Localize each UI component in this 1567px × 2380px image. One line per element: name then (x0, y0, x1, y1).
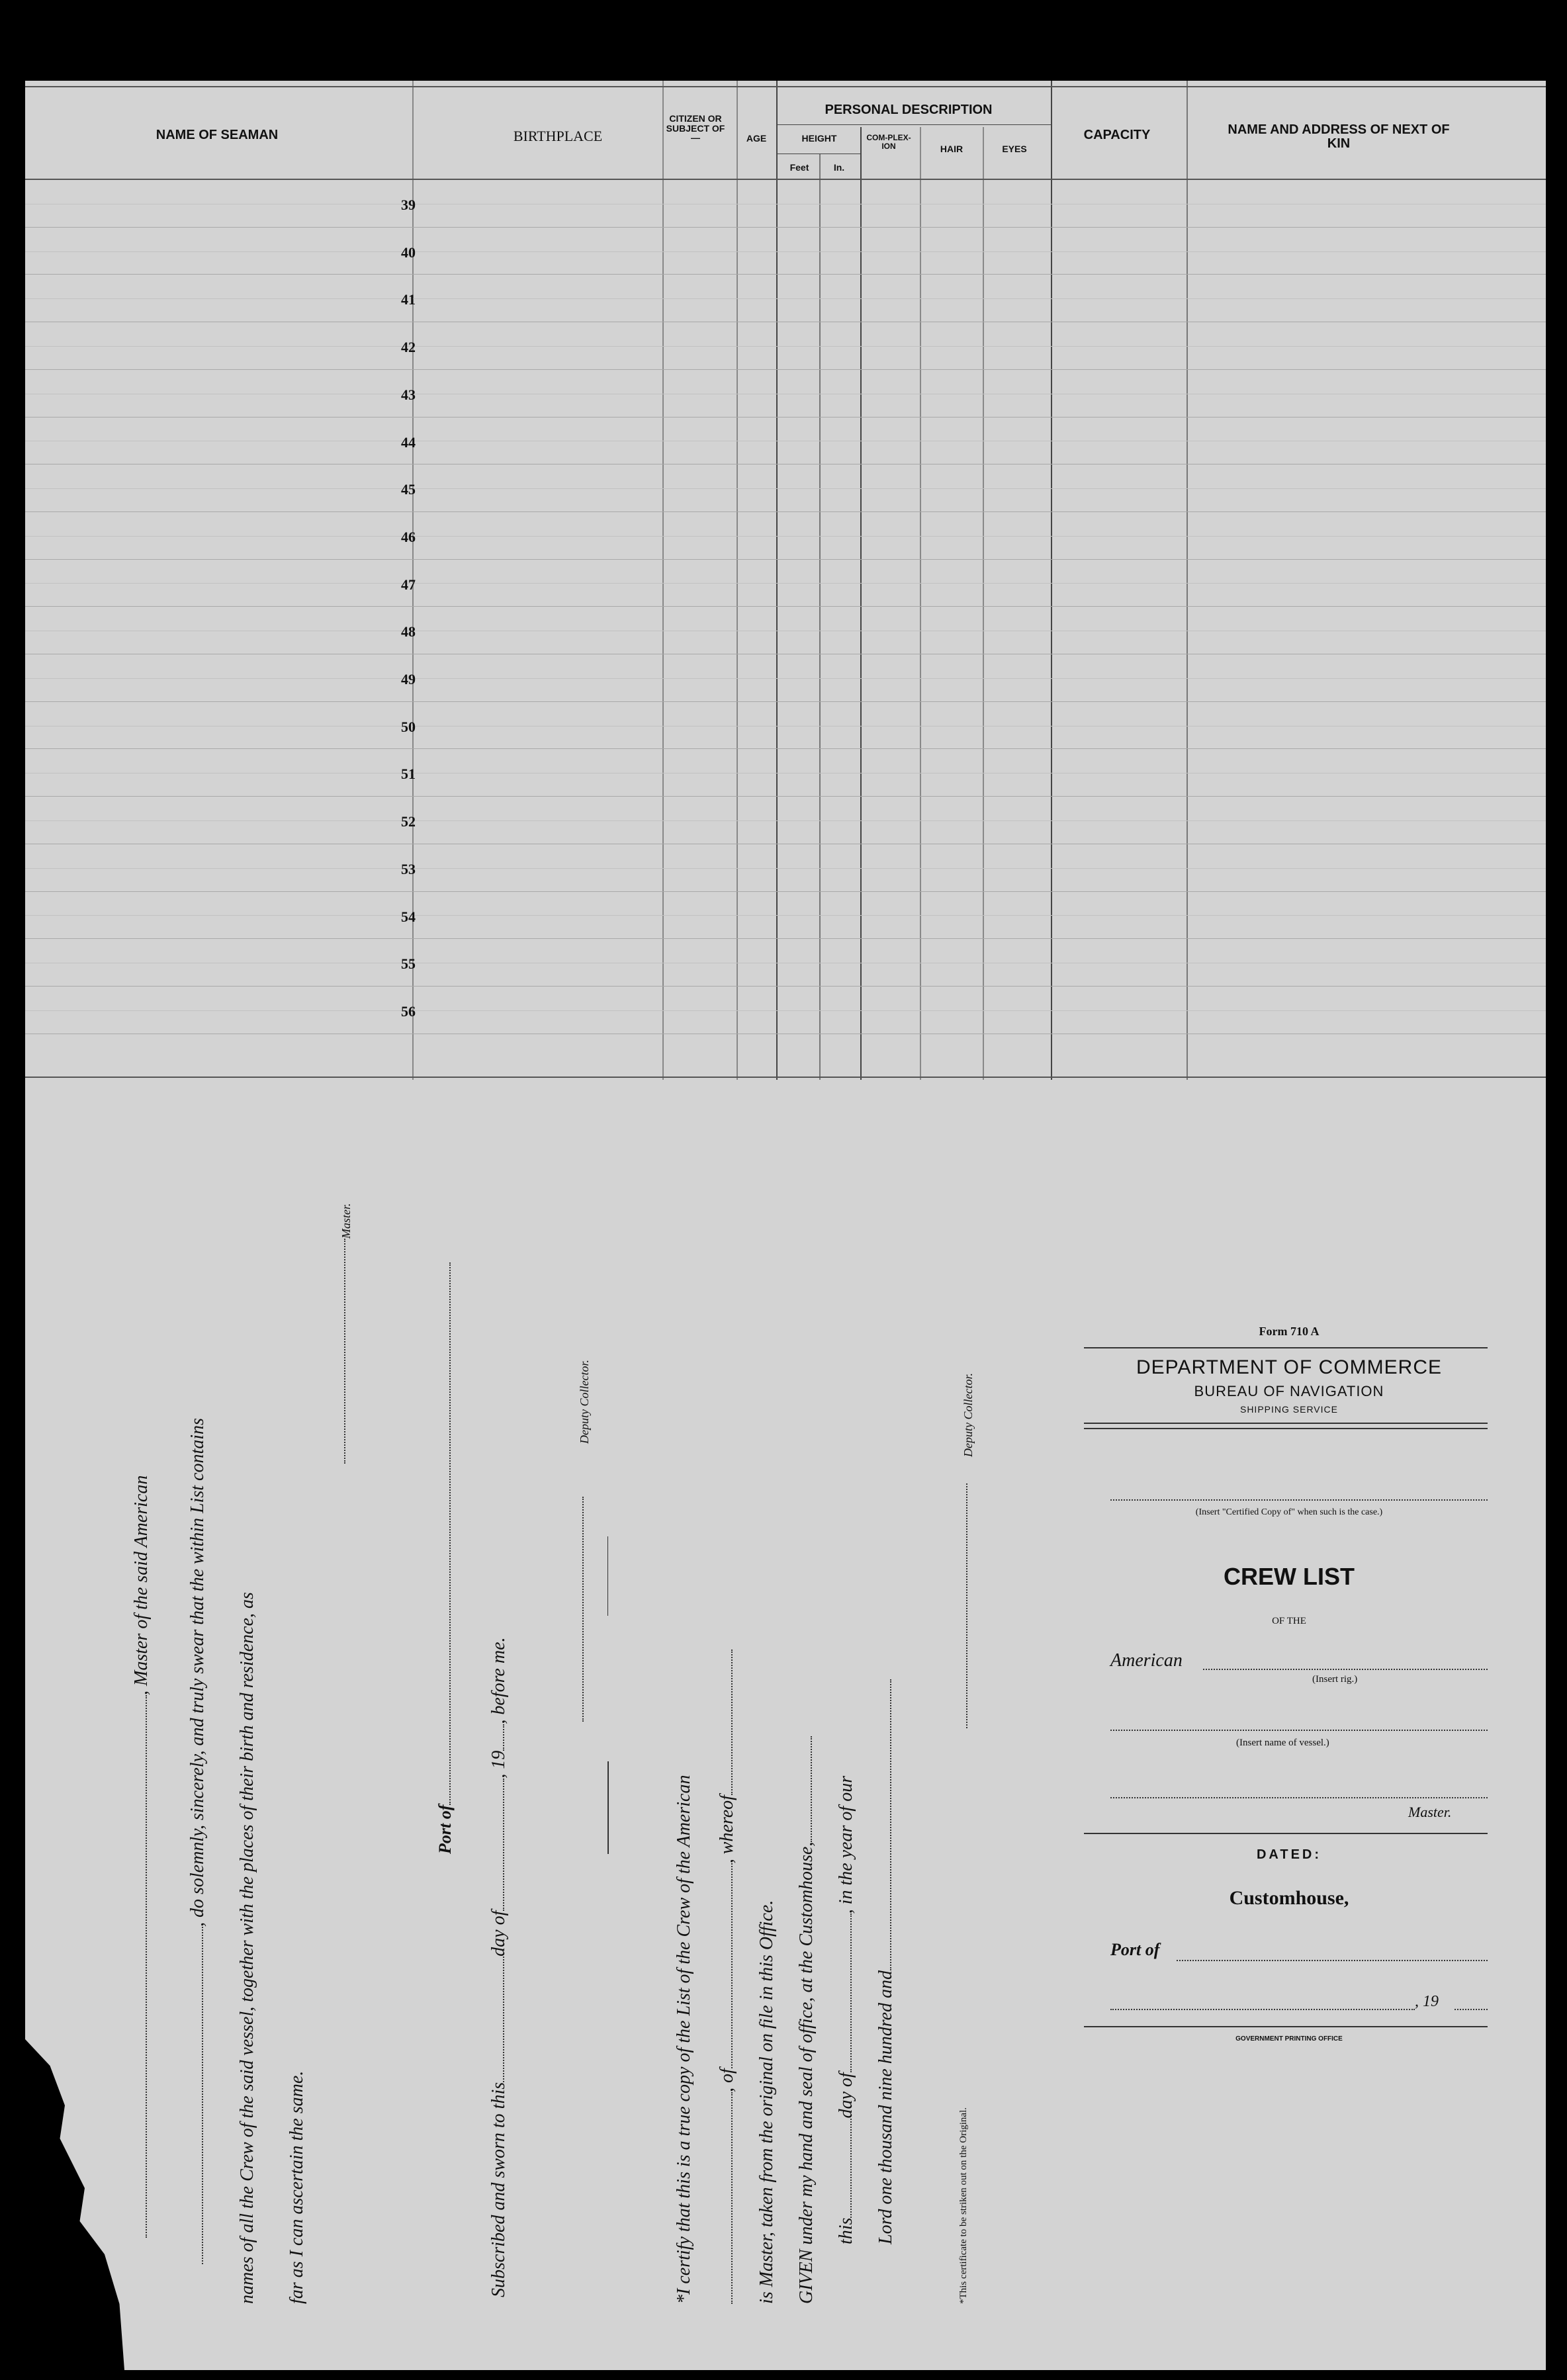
table-row-guide (25, 915, 1546, 916)
column-divider (920, 127, 921, 1080)
row-number: 45 (401, 481, 416, 498)
crew-table (25, 81, 1546, 1080)
certify-line-3: is Master, taken from the original on file in this Office. (756, 1900, 777, 2304)
column-divider (776, 81, 778, 1080)
row-number: 48 (401, 623, 416, 640)
certify-line-1: *I certify that this is a true copy of the List of the Crew of the American (674, 1775, 694, 2304)
certify-line-4: GIVEN under my hand and seal of office, at the Customhouse, (796, 1736, 817, 2304)
row-number: 41 (401, 291, 416, 308)
header-hair: HAIR (940, 144, 963, 154)
crew-list-cover (1084, 1325, 1494, 2152)
oath-subscribed: Subscribed and sworn to thisday of, 19, before me. (488, 1637, 509, 2297)
column-divider (1051, 81, 1052, 1080)
deputy-collector-line (568, 1497, 589, 1722)
cover-year: , 19 (1415, 1993, 1439, 2010)
cover-port-of: Port of (1110, 1940, 1160, 1959)
table-row-rule (25, 748, 1546, 749)
table-row-rule (25, 891, 1546, 892)
table-row-guide (25, 251, 1546, 252)
row-number: 54 (401, 908, 416, 925)
column-divider (737, 81, 738, 1080)
table-row-guide (25, 678, 1546, 679)
oath-port-of: Port of (435, 1262, 455, 1854)
master-signature-line (330, 1239, 351, 1464)
table-row-rule (25, 559, 1546, 560)
table-row-rule (25, 701, 1546, 702)
oath-line-1: , Master of the said American (131, 1476, 152, 2238)
oath-line-2: , do solemnly, sincerely, and truly swear that the within List contains (187, 1418, 208, 2264)
row-number: 50 (401, 718, 416, 735)
separator-rule (607, 1761, 609, 1854)
crew-list-title: CREW LIST (1224, 1563, 1355, 1590)
dated-label: DATED: (1256, 1847, 1322, 1862)
printing-office: GOVERNMENT PRINTING OFFICE (1235, 2035, 1343, 2043)
table-bottom-rule (25, 1077, 1546, 1078)
master-line (1110, 1796, 1488, 1798)
row-number: 42 (401, 339, 416, 356)
insert-rig-note: (Insert rig.) (1312, 1674, 1358, 1685)
header-personal-description: PERSONAL DESCRIPTION (825, 103, 993, 117)
header-next-of-kin: NAME AND ADDRESS OF NEXT OF KIN (1228, 122, 1450, 151)
row-number: 44 (401, 433, 416, 451)
table-row-rule (25, 417, 1546, 418)
row-number: 46 (401, 528, 416, 545)
date-line (1110, 2007, 1415, 2010)
cover-rule (1084, 1833, 1488, 1834)
cover-rule (1084, 1347, 1488, 1348)
table-row-guide (25, 488, 1546, 489)
oath-master-label: Master. (339, 1203, 353, 1239)
table-row-rule (25, 938, 1546, 939)
certify-footnote: *This certificate to be striken out on the Original. (958, 2107, 969, 2304)
certify-line-5: thisday of, in the year of our (836, 1775, 856, 2244)
row-number: 43 (401, 386, 416, 403)
row-number: 56 (401, 1002, 416, 1020)
row-number: 52 (401, 813, 416, 830)
row-number: 39 (401, 197, 416, 214)
table-row-guide (25, 868, 1546, 869)
header-birthplace: BIRTHPLACE (513, 128, 603, 144)
insert-vessel-note: (Insert name of vessel.) (1236, 1738, 1329, 1748)
header-citizen: CITIZEN OR SUBJECT OF— (666, 113, 725, 144)
customhouse-label: Customhouse, (1229, 1887, 1349, 1909)
row-number: 53 (401, 860, 416, 877)
certify-deputy-collector: Deputy Collector. (962, 1373, 975, 1457)
header-feet: Feet (789, 162, 809, 173)
cover-rule (1084, 1423, 1488, 1424)
oath-line-3: names of all the Crew of the said vessel, together with the places of their birth and residence, as (237, 1592, 257, 2304)
header-complexion: COM-PLEX-ION (866, 133, 911, 151)
table-row-rule (25, 986, 1546, 987)
cover-rule (1084, 2026, 1488, 2027)
oath-deputy-collector: Deputy Collector. (578, 1360, 591, 1444)
american-label: American (1110, 1650, 1183, 1671)
column-divider (819, 154, 821, 1080)
column-divider (860, 127, 862, 1080)
port-line (1177, 1959, 1488, 1961)
certify-deputy-line (952, 1483, 973, 1728)
header-eyes: EYES (1002, 144, 1027, 154)
header-age: AGE (746, 133, 767, 144)
table-row-guide (25, 583, 1546, 584)
bureau-title: BUREAU OF NAVIGATION (1194, 1383, 1384, 1399)
certify-line-2: , of, whereof (717, 1650, 738, 2304)
row-number: 47 (401, 576, 416, 593)
of-the-label: OF THE (1272, 1616, 1306, 1626)
table-row-rule (25, 227, 1546, 228)
column-divider (662, 81, 664, 1080)
column-divider (1186, 81, 1188, 1080)
table-row-guide (25, 726, 1546, 727)
table-row-guide (25, 536, 1546, 537)
department-title: DEPARTMENT OF COMMERCE (1136, 1356, 1443, 1378)
header-bottom-rule (25, 179, 1546, 180)
vessel-name-line (1110, 1728, 1488, 1731)
table-row-rule (25, 606, 1546, 607)
form-number: Form 710 A (1259, 1325, 1320, 1338)
table-row-guide (25, 820, 1546, 821)
column-divider (983, 127, 984, 1080)
header-inches: In. (833, 162, 845, 173)
cover-master-label: Master. (1408, 1804, 1452, 1820)
separator-rule (607, 1536, 608, 1616)
oath-line-4: far as I can ascertain the same. (287, 2070, 307, 2304)
header-sub-rule (776, 124, 1051, 125)
service-title: SHIPPING SERVICE (1239, 1404, 1338, 1415)
certified-copy-line (1110, 1498, 1488, 1501)
row-number: 55 (401, 955, 416, 973)
certify-line-6: Lord one thousand nine hundred and (875, 1679, 897, 2244)
table-top-rule (25, 86, 1546, 87)
table-row-rule (25, 274, 1546, 275)
table-row-guide (25, 1010, 1546, 1011)
table-row-guide (25, 346, 1546, 347)
rig-line (1203, 1667, 1488, 1670)
header-capacity: CAPACITY (1083, 128, 1151, 142)
table-row-rule (25, 511, 1546, 512)
table-row-rule (25, 796, 1546, 797)
year-line (1455, 2007, 1488, 2010)
table-row-rule (25, 369, 1546, 370)
table-row-guide (25, 298, 1546, 299)
row-number: 51 (401, 766, 416, 783)
crew-list-page (25, 81, 1546, 2370)
header-height: HEIGHT (801, 133, 837, 144)
row-number: 40 (401, 243, 416, 261)
row-number: 49 (401, 671, 416, 688)
cover-rule (1084, 1428, 1488, 1429)
header-name-of-seaman: NAME OF SEAMAN (156, 128, 279, 142)
insert-certified-note: (Insert "Certified Copy of" when such is the case.) (1195, 1507, 1383, 1517)
